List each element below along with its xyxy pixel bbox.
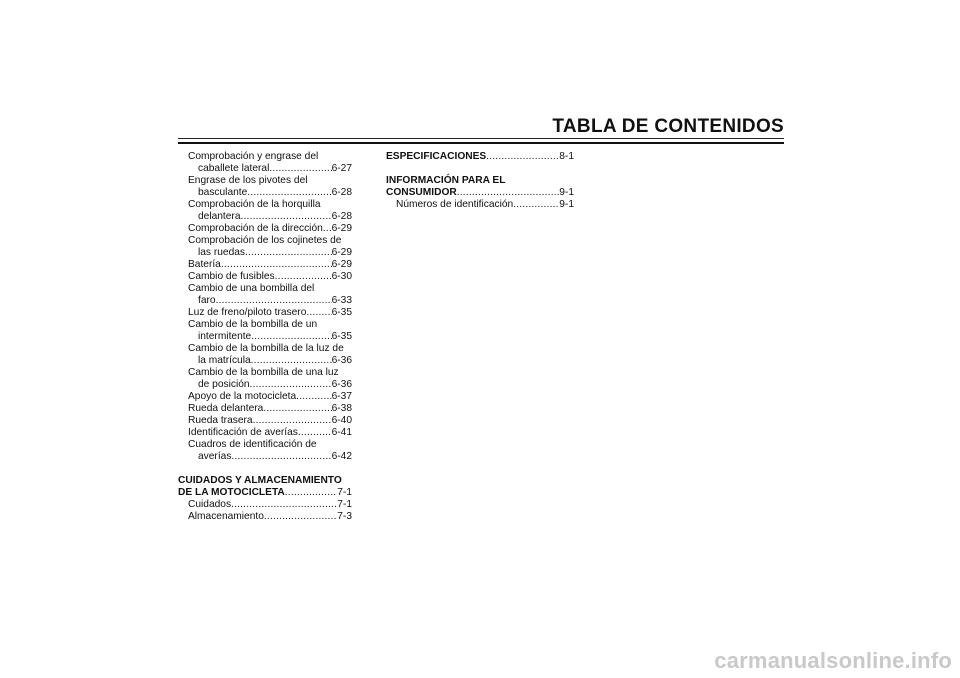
- toc-chapter8[interactable]: ESPECIFICACIONES ..... 8-1: [386, 151, 574, 163]
- leader-dots: [245, 247, 332, 259]
- leader-dots: [231, 499, 337, 511]
- page-number: 6-29: [331, 247, 352, 258]
- page-number: 7-1: [337, 487, 352, 498]
- page-number: 6-29: [331, 223, 352, 234]
- toc-entry-line: Cambio de una bombilla del: [188, 283, 315, 294]
- page-number: 6-29: [331, 259, 352, 270]
- page-number: 6-33: [331, 295, 352, 306]
- page-number: 6-35: [331, 307, 352, 318]
- toc-entry-line: Cambio de la bombilla de una luz: [188, 367, 339, 378]
- leader-dots: [457, 187, 560, 199]
- leader-dots: [285, 487, 337, 499]
- page-number: 8-1: [559, 151, 574, 162]
- leader-dots: [221, 259, 332, 271]
- toc-entry-line: la matrícula ..... 6-36: [178, 355, 352, 367]
- toc-chapter9-heading-line1: INFORMACIÓN PARA EL: [386, 175, 506, 186]
- toc-entry[interactable]: [178, 199, 352, 223]
- leader-dots: [231, 451, 331, 463]
- toc-chapter7-heading-line1: CUIDADOS Y ALMACENAMIENTO: [178, 475, 342, 486]
- watermark: carmanualsonline.info: [714, 648, 952, 673]
- leader-dots: [513, 199, 559, 211]
- leader-dots: [247, 187, 331, 199]
- toc-entry-line: Batería ..... 6-29: [178, 259, 352, 271]
- toc-entry-line: de posición ..... 6-36: [178, 379, 352, 391]
- toc-entry-line: delantera ..... 6-28: [178, 211, 352, 223]
- leader-dots: [240, 211, 331, 223]
- toc-entry[interactable]: [178, 259, 352, 271]
- toc-spacer: [178, 463, 352, 475]
- toc-entry-line: Cambio de la bombilla de un: [188, 319, 318, 330]
- page-number: 6-41: [331, 427, 352, 438]
- toc-chapter6-entries: [178, 151, 352, 463]
- page-number: 7-3: [337, 511, 352, 522]
- toc-chapter7[interactable]: [178, 475, 352, 499]
- toc-entry[interactable]: [178, 319, 352, 343]
- toc-right-column: [386, 151, 574, 211]
- toc-entry-line: Comprobación de los cojinetes de: [188, 235, 342, 246]
- toc-entry-line: Rueda trasera ..... 6-40: [178, 415, 352, 427]
- leader-dots: [298, 427, 332, 439]
- page-number: 6-30: [331, 271, 352, 282]
- toc-entry-line: Comprobación de la horquilla: [188, 199, 321, 210]
- toc-entry[interactable]: [178, 283, 352, 307]
- toc-entry-line: Comprobación de la dirección ..... 6-29: [178, 223, 352, 235]
- toc-entry-almacenamiento[interactable]: Almacenamiento ..... 7-3: [178, 511, 352, 523]
- title-rule-thick: [178, 142, 784, 144]
- page-number: 6-36: [331, 355, 352, 366]
- toc-entry[interactable]: [178, 223, 352, 235]
- page-number: 6-42: [331, 451, 352, 462]
- toc-entry[interactable]: [178, 427, 352, 439]
- leader-dots: [253, 415, 332, 427]
- leader-dots: [486, 151, 559, 163]
- toc-entry[interactable]: [178, 151, 352, 175]
- toc-entry[interactable]: [178, 307, 352, 319]
- title-rule-thin: [178, 138, 784, 139]
- toc-entry[interactable]: [178, 391, 352, 403]
- toc-entry-line: faro ..... 6-33: [178, 295, 352, 307]
- toc-entry-line: Luz de freno/piloto trasero ..... 6-35: [178, 307, 352, 319]
- leader-dots: [296, 391, 331, 403]
- toc-entry-line: Cambio de fusibles ..... 6-30: [178, 271, 352, 283]
- leader-dots: [275, 271, 332, 283]
- toc-chapter9[interactable]: [386, 175, 574, 199]
- toc-entry-line: Comprobación y engrase del: [188, 151, 319, 162]
- leader-dots: [323, 223, 332, 235]
- page-title: TABLA DE CONTENIDOS: [552, 116, 784, 137]
- toc-entry-line: Apoyo de la motocicleta ..... 6-37: [178, 391, 352, 403]
- page-number: 6-35: [331, 331, 352, 342]
- toc-entry[interactable]: [178, 175, 352, 199]
- toc-entry-line: intermitente ..... 6-35: [178, 331, 352, 343]
- leader-dots: [250, 379, 332, 391]
- toc-entry-line: Cuadros de identificación de: [188, 439, 317, 450]
- leader-dots: [251, 355, 332, 367]
- toc-entry[interactable]: [178, 235, 352, 259]
- toc-entry-line: Identificación de averías ..... 6-41: [178, 427, 352, 439]
- toc-entry-line: averías ..... 6-42: [178, 451, 352, 463]
- page-number: 6-36: [331, 379, 352, 390]
- leader-dots: [306, 307, 331, 319]
- toc-spacer: [386, 163, 574, 175]
- leader-dots: [264, 511, 337, 523]
- toc-chapter7-heading-line2: DE LA MOTOCICLETA ..... 7-1: [178, 487, 352, 499]
- toc-entry-line: Cambio de la bombilla de la luz de: [188, 343, 344, 354]
- toc-chapter9-heading-line2: CONSUMIDOR ..... 9-1: [386, 187, 574, 199]
- page-number: 6-37: [331, 391, 352, 402]
- toc-entry[interactable]: [178, 343, 352, 367]
- toc-entry[interactable]: [178, 271, 352, 283]
- page-number: 9-1: [559, 187, 574, 198]
- page-number: 6-28: [331, 211, 352, 222]
- toc-entry[interactable]: [178, 439, 352, 463]
- leader-dots: [251, 331, 331, 343]
- toc-entry[interactable]: [178, 415, 352, 427]
- toc-entry-cuidados[interactable]: Cuidados ..... 7-1: [178, 499, 352, 511]
- toc-entry[interactable]: [178, 367, 352, 391]
- page-number: 6-38: [331, 403, 352, 414]
- toc-entry-line: Rueda delantera ..... 6-38: [178, 403, 352, 415]
- page-number: 7-1: [337, 499, 352, 510]
- page-number: 9-1: [559, 199, 574, 210]
- toc-entry-line: caballete lateral ..... 6-27: [178, 163, 352, 175]
- toc-entry[interactable]: [178, 403, 352, 415]
- leader-dots: [216, 295, 332, 307]
- toc-entry-line: las ruedas ..... 6-29: [178, 247, 352, 259]
- page-number: 6-28: [331, 187, 352, 198]
- page-number: 6-40: [331, 415, 352, 426]
- toc-left-column: [178, 151, 352, 523]
- leader-dots: [263, 403, 331, 415]
- toc-entry-numeros-identificacion[interactable]: Números de identificación ..... 9-1: [386, 199, 574, 211]
- leader-dots: [269, 163, 331, 175]
- toc-entry-line: Engrase de los pivotes del: [188, 175, 308, 186]
- toc-entry-line: basculante ..... 6-28: [178, 187, 352, 199]
- page-number: 6-27: [331, 163, 352, 174]
